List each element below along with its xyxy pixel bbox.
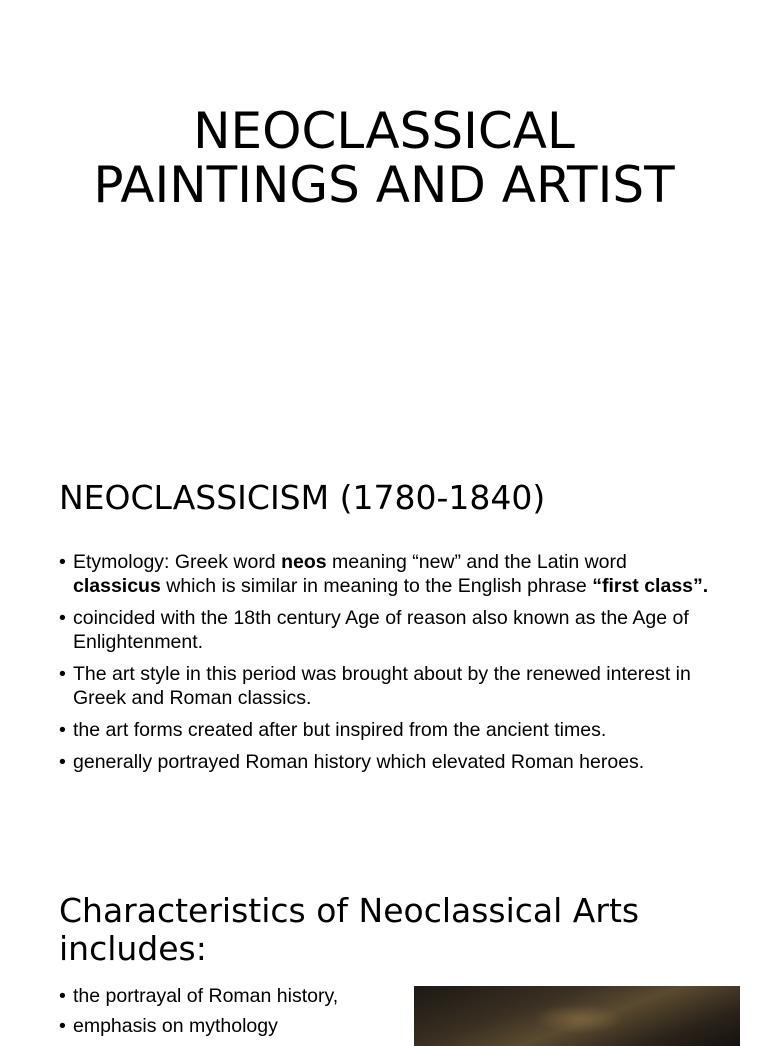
title-line-2: PAINTINGS AND ARTIST [93,156,675,214]
bullet-text: emphasis on mythology [73,1015,278,1037]
list-item: • coincided with the 18th century Age of reason also known as the Age of Enlightenment. [59,606,719,654]
list-item: • the portrayal of Roman history, [59,984,399,1008]
slide-heading: NEOCLASSICISM (1780-1840) [59,478,546,517]
list-item: • the art forms created after but inspired from the ancient times. [59,718,719,742]
list-item [59,1014,399,1038]
bullet-list [59,984,399,1044]
bold-term-classicus: classicus [73,575,161,597]
bullet-list [59,550,719,782]
list-item: • generally portrayed Roman history which elevated Roman heroes. [59,750,719,774]
list-item: • The art style in this period was brought about by the renewed interest in Greek and Roman classics. [59,662,719,710]
bullet-text: meaning “new” and the Latin word [326,551,627,573]
bullet-text: Etymology: Greek word [73,551,282,573]
slide-heading: Characteristics of Neoclassical Arts includes: [59,891,640,968]
presentation-title [0,104,768,212]
bold-term-neos: neos [281,551,327,573]
characteristics-slide [0,860,768,1037]
painting-image [414,986,740,1046]
bullet-text: which is similar in meaning to the English phrase [160,575,593,597]
bold-term-first-class: “first class”. [592,575,709,597]
list-item-etymology [59,550,719,598]
neoclassicism-slide [0,440,768,860]
title-slide [0,0,768,440]
title-line-1: NEOCLASSICAL [193,102,575,160]
